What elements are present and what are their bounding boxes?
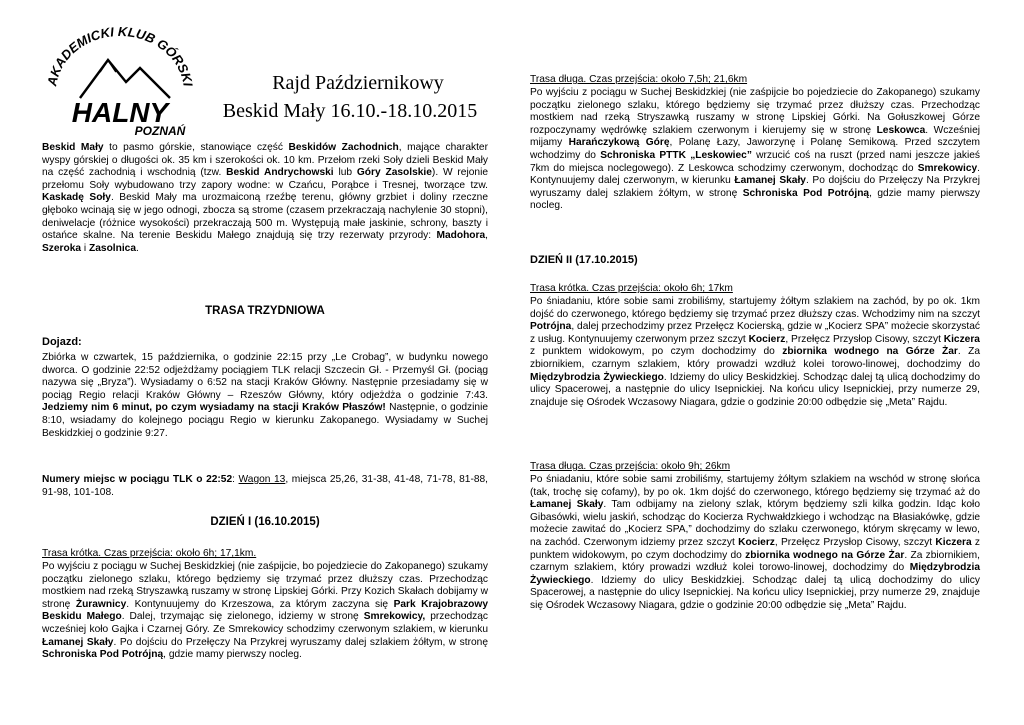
club-logo — [42, 22, 202, 138]
svg-text:AKADEMICKI KLUB GÓRSKI — [44, 24, 196, 88]
day2-title: DZIEŃ II (17.10.2015) — [530, 254, 638, 266]
document-subtitle: Beskid Mały 16.10.-18.10.2015 — [222, 100, 478, 122]
day1-short-heading: Trasa krótka. Czas przejścia: około 6h; 17,1km. — [42, 548, 257, 559]
logo-arc-text: AKADEMICKI KLUB GÓRSKI — [44, 23, 196, 88]
day2-short-paragraph: Po śniadaniu, które sobie sami zrobiliśmy, startujemy żółtym szlakiem na zachód, by po ok. 1km dojść do czerwonego, którego będziemy się trzymać przez dłuższy czas. Wchodzimy nim na szczyt Potrójna, dalej przechodzimy przez Przełęcz Kocierską, gdzie w „Kocierz SPA” możecie skorzystać z usług. Kontynuujemy czerwonym przez szczyt Kocierz, Przełęcz Przysłop Cisowy, szczyt Kiczera z punktem widokowym, po czym dochodzimy do zbiornika wodnego na Górze Żar. Za zbiornikiem, czarnym szlakiem, który prowadzi wzdłuż kolei torowo-linowej, dochodzimy do Międzybrodzia Żywieckiego. Idziemy do ulicy Beskidzkiej. Schodząc dalej tą ulicą dochodzimy do ulicy Spacerowej, a następnie do ulicy Isepnickiej. Na końcu ulicy Isepnickiej, przy numerze 29, znajduje się Ośrodek Wczasowy Niagara, gdzie o godzinie 20:00 odbędzie się „Meta” Rajdu. — [530, 296, 980, 408]
mountain-icon — [80, 60, 170, 98]
day1-short-paragraph: Po wyjściu z pociągu w Suchej Beskidzkiej (nie zaśpijcie, bo pojedziecie do Zakopanego) szukamy początku zielonego szlaku, którego będziemy się trzymać przez dłuższy czas. Przechodząc mostkiem nad rzeką Stryszawką ruszamy w stronę Lipskiej Górki. Przy Kozich Skałach dobijamy w stronę Żurawnicy. Kontynuujemy do Krzeszowa, za którym zaczyna się Park Krajobrazowy Beskidu Małego. Dalej, trzymając się zielonego, idziemy w stronę Smrekowicy, przechodząc wcześniej koło Gajka i Czarnej Góry. Ze Smrekowicy schodzimy czerwonym szlakiem, w kierunku Łamanej Skały. Po dojściu do Przełęczy Na Przykrej wyruszamy dalej szlakiem żółtym, w stronę Schroniska Pod Potrójną, gdzie mamy pierwszy nocleg. — [42, 561, 489, 661]
logo-city: POZNAŃ — [134, 124, 186, 138]
logo-name: HALNY — [71, 97, 169, 128]
document-header — [42, 22, 488, 138]
day1-title: DZIEŃ I (16.10.2015) — [210, 516, 320, 528]
day2-long-paragraph: Po śniadaniu, które sobie sami zrobiliśmy, startujemy żółtym szlakiem na wschód w stronę słońca (tak, trochę się cofamy), by po ok. 1km dojść do czerwonego, którego będziemy się trzymać aż do Łamanej Skały. Tam odbijamy na zielony szlak, którym będziemy szli kilka godzin. Idąc koło Gibasówki, wielu jaskiń, schodząc do Kocierza Rychwałdzkiego i wchodząc na Błasiakówkę, gdzie możecie zawitać do „Kocierz SPA,” dochodzimy do szlaku czerwonego, którym skręcamy w lewo, na zachód. Czerwonym idziemy przez szczyt Kocierz, Przełęcz Przysłop Cisowy, szczyt Kiczera z punktem widokowym, po czym dochodzimy do zbiornika wodnego na Górze Żar. Za zbiornikiem, czarnym szlakiem, który prowadzi wzdłuż kolei torowo-linowej, dochodzimy do Międzybrodzia Żywieckiego. Idziemy do ulicy Beskidzkiej. Schodząc dalej tą ulicą dochodzimy do ulicy Spacerowej, a następnie do ulicy Isepnickiej. Na końcu ulicy Isepnickiej, przy numerze 29, znajduje się Ośrodek Wczasowy Niagara, gdzie o godzinie 20:00 odbędzie się „Meta” Rajdu. — [530, 474, 981, 611]
document-title: Rajd Październikowy — [272, 72, 444, 94]
day2-short-heading: Trasa krótka. Czas przejścia: około 6h; 17km — [530, 283, 733, 294]
dojazd-paragraph: Zbiórka w czwartek, 15 października, o godzinie 22:15 przy „Le Crobag”, w budynku nowego dworca. O godzinie 22:52 odjeżdżamy pociągiem TLK relacji Szczecin Gł. - Przemyśl Gł. (pociąg nazywa się „Bryza”). Wysiadamy o 6:52 na stacji Kraków Główny. Następnie przesiadamy się w pociąg Regio relacji Kraków Główny – Rzeszów Główny, który odjeżdża o godzinie 7:43. Jedziemy nim 6 minut, po czym wysiadamy na stacji Kraków Płaszów! Następnie, o godzinie 8:10, wsiadamy do kolejnego pociągu Regio w kierunku Zakopanego. Wysiadamy w Suchej Beskidzkiej o godzinie 9:27. — [42, 352, 489, 439]
dojazd-heading: Dojazd: — [42, 336, 82, 348]
intro-paragraph: Beskid Mały to pasmo górskie, stanowiące część Beskidów Zachodnich, mające charakter wyspy górskiej o długości ok. 35 km i szerokości ok. 10 km. Przełom rzeki Soły dzieli Beskid Mały na część zachodnią i wschodnią (tzw. Beskid Andrychowski lub Góry Zasolskie). W rejonie przełomu Soły wybudowano trzy zapory wodne: w Czańcu, Porąbce i Tresnej, tworzące tzw. Kaskadę Soły. Beskid Mały ma urozmaiconą rzeźbę terenu, główny grzbiet i doliny rzeczne głęboko wcinają się w jego odnogi, zbocza są strome (czasem przekraczają nachylenie 30 stopni), deniwelacje (różnice wysokości) przekraczają 500 m. Występują małe jaskinie, schrony, baszty i ostańce skalne. Na terenie Beskidu Małego znajdują się trzy rezerwaty przyrody: Madohora, Szeroka i Zasolnica. — [42, 142, 488, 254]
day2-long-heading: Trasa długa. Czas przejścia: około 9h; 26km — [530, 461, 731, 472]
seats-paragraph: Numery miejsc w pociągu TLK o 22:52: Wagon 13, miejsca 25,26, 31-38, 41-48, 71-78, 81-88, 91-98, 101-108. — [42, 474, 489, 498]
route-section-title: TRASA TRZYDNIOWA — [205, 305, 325, 317]
day1-long-paragraph: Po wyjściu z pociągu w Suchej Beskidzkiej (nie zaśpijcie bo pojedziecie do Zakopanego) szukamy początku zielonego szlaku, którego będziemy się trzymać przez dłuższy czas. Przechodząc mostkiem nad rzeką Stryszawką ruszamy w stronę Lipskiej Górki. Na Gołuszkowej Górze rozpoczynamy wędrówkę szlakiem czerwonym i kierujemy się w stronę Leskowca. Wcześniej mijamy Harańczykową Górę, Polanę Łazy, Jaworzynę i Polanę Semikową. Przed szczytem wchodzimy do Schroniska PTTK „Leskowiec” wrzucić coś na ruszt (przed nami jeszcze jakieś 7km do miejsca noclegowego). Z Leskowca schodzimy czerwonym, dochodząc do Smrekowicy. Kontynuujemy dalej czerwonym, w kierunku Łamanej Skały. Po dojściu do Przełęczy Na Przykrej wyruszamy dalej szlakiem żółtym, w stronę Schroniska Pod Potrójną, gdzie mamy pierwszy nocleg. — [530, 87, 980, 212]
day1-long-heading: Trasa długa. Czas przejścia: około 7,5h; 21,6km — [530, 74, 748, 85]
